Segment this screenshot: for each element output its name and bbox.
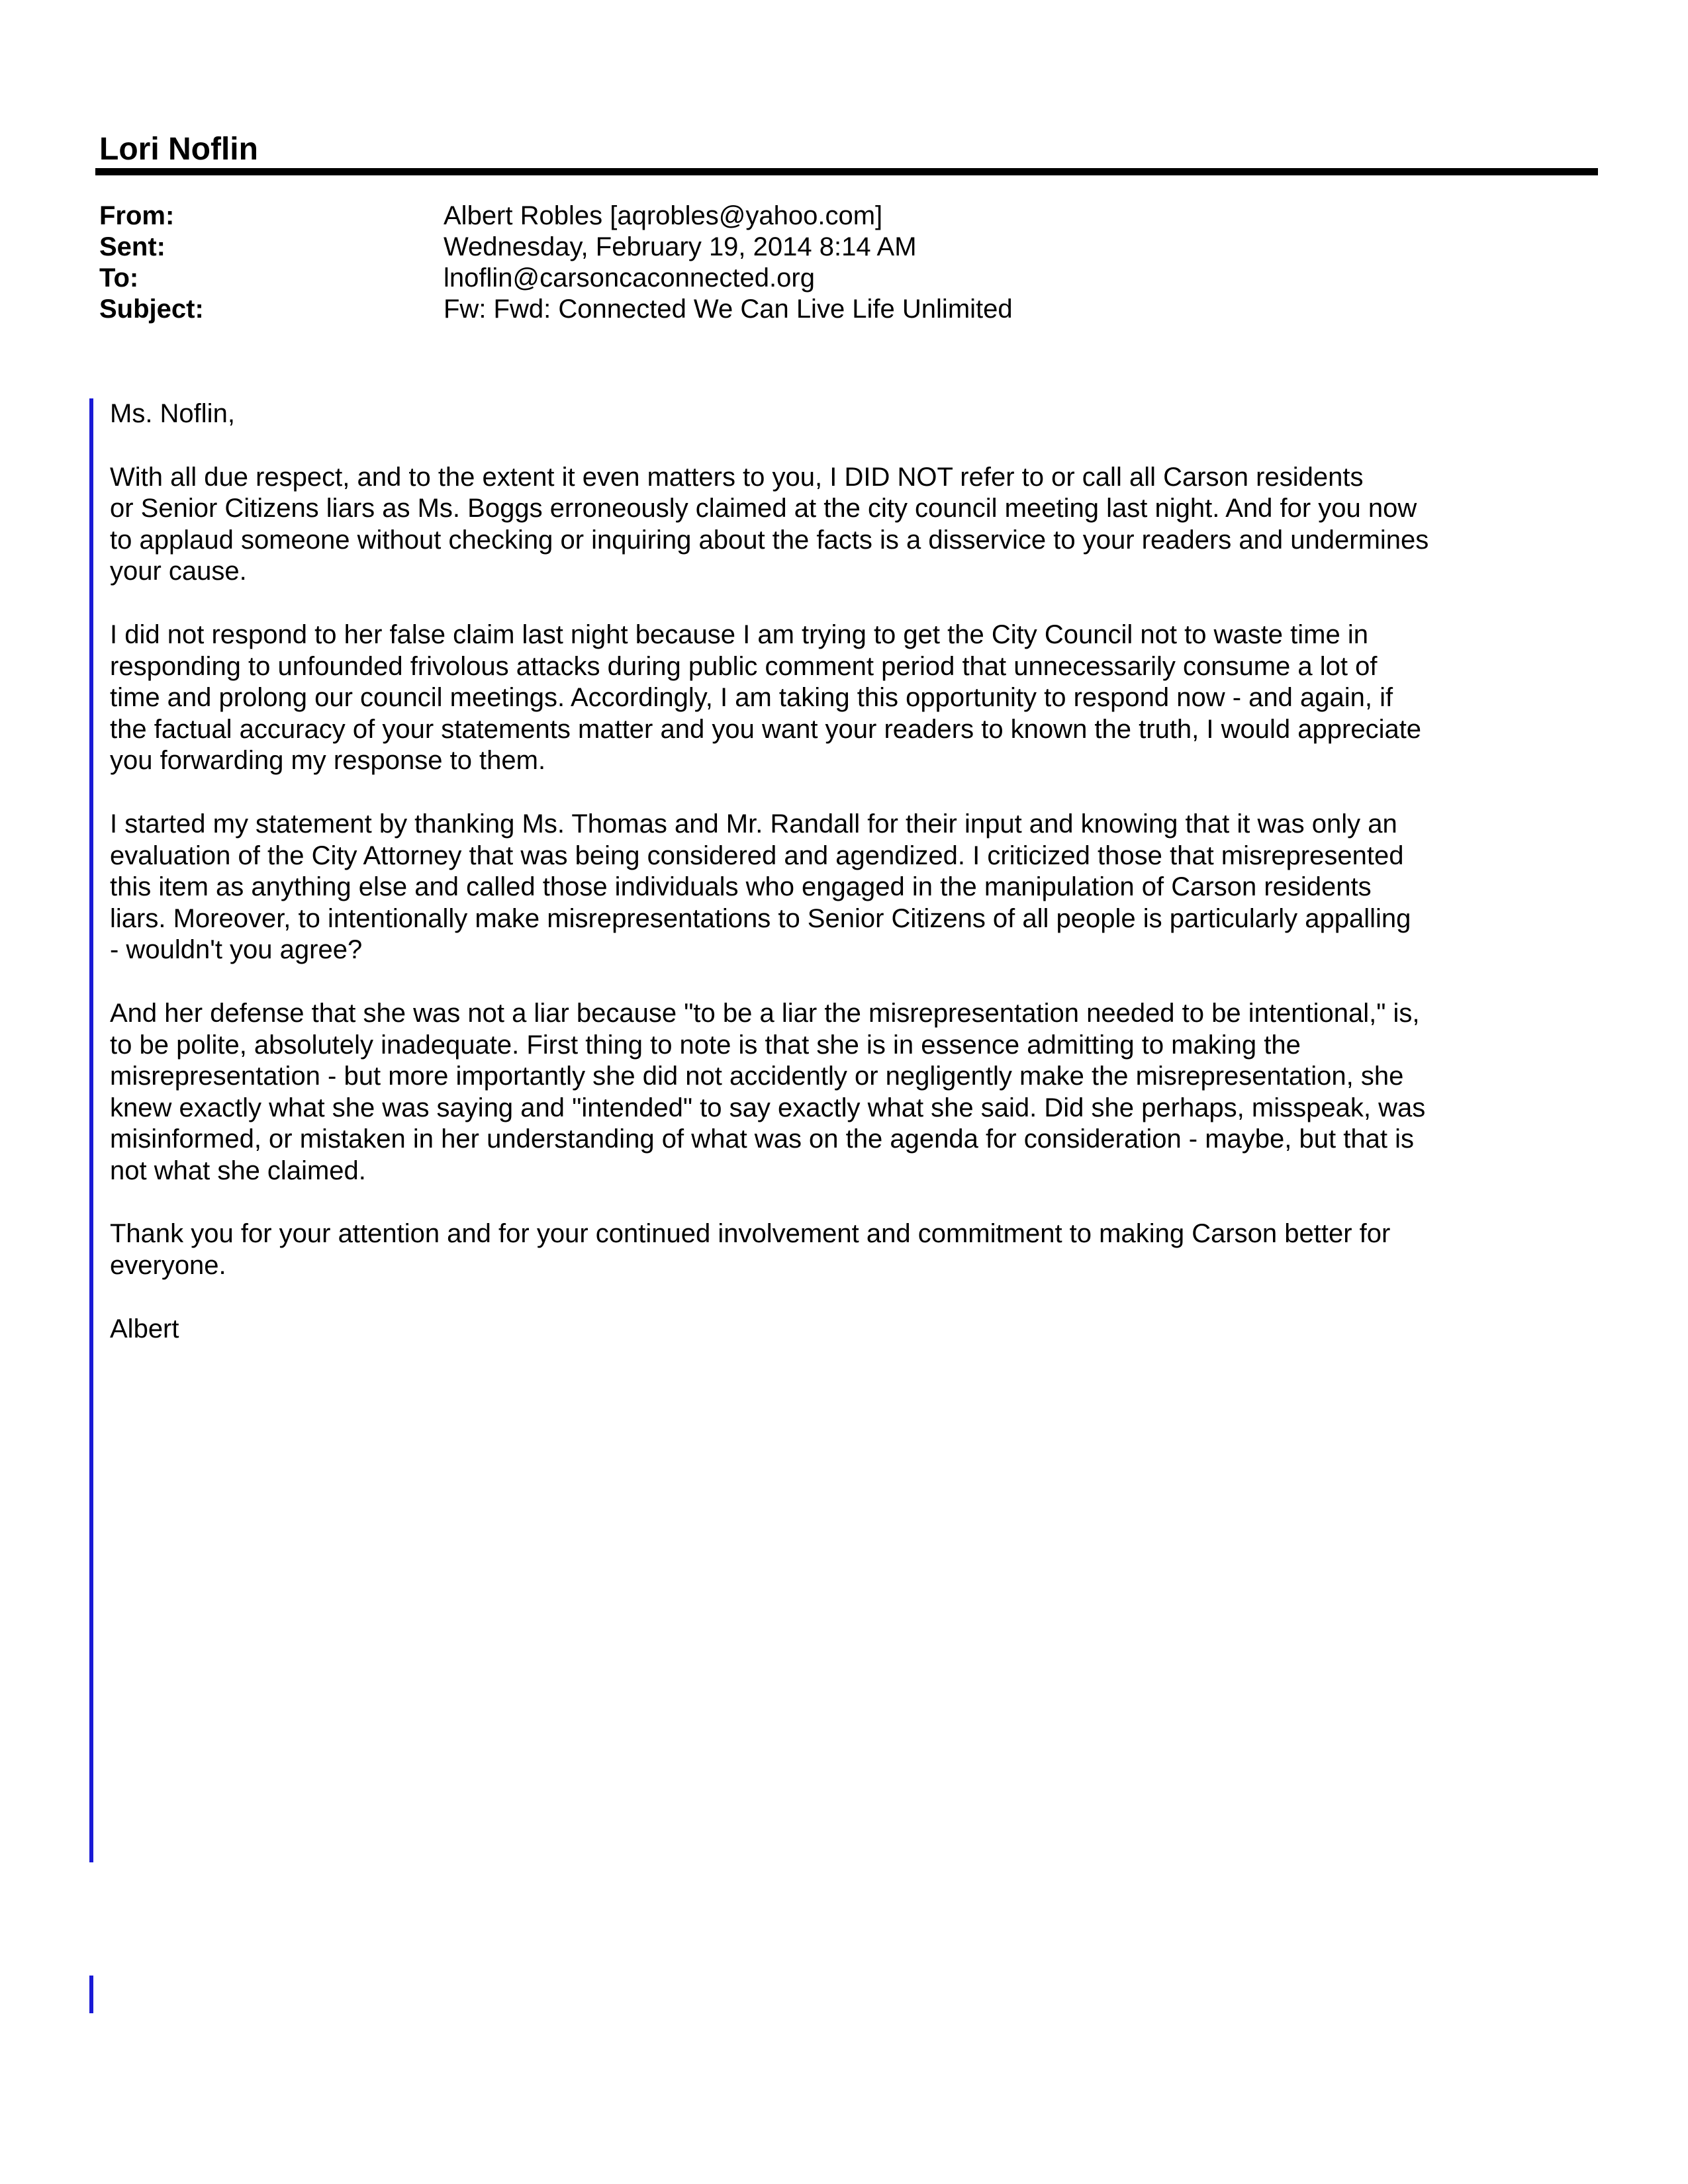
header-sent-row [99, 232, 1556, 263]
header-from-label: From: [99, 201, 175, 230]
header-to-value: lnoflin@carsoncaconnected.org [444, 263, 815, 293]
document-owner-name: Lori Noflin [99, 132, 258, 167]
title-rule [95, 168, 1598, 175]
email-body [110, 398, 1513, 1377]
body-paragraph-1: With all due respect, and to the extent it even matters to you, I DID NOT refer to or call all Carson residents or Senior Citizens liars as Ms. Boggs erroneously claimed at the city council meeting last night. And for you now to applaud someone without checking or inquiring about the facts is a disservice to your readers and undermines your cause. [110, 462, 1429, 586]
email-headers [99, 201, 1556, 325]
header-to-label: To: [99, 263, 139, 293]
header-from-row [99, 201, 1556, 232]
body-paragraph-5: Thank you for your attention and for your continued involvement and commitment to making Carson better for everyone. [110, 1219, 1391, 1281]
body-paragraph-3: I started my statement by thanking Ms. Thomas and Mr. Randall for their input and knowing that it was only an evaluation of the City Attorney that was being considered and agendized. I criticized those that misrepresented this item as anything else and called those individuals who engaged in the manipulation of Carson residents liars. Moreover, to intentionally make misrepresentations to Senior Citizens of all people is particularly appalling - wouldn't you agree? [110, 809, 1411, 965]
body-paragraph-4: And her defense that she was not a liar because "to be a liar the misrepresentation needed to be intentional," is, to be polite, absolutely inadequate. First thing to note is that she is in essence admitting to making the misrepresentation - but more importantly she did not accidently or negligently make the misrepresentation, she knew exactly what she was saying and "intended" to say exactly what she said. Did she perhaps, misspeak, was misinformed, or mistaken in her understanding of what was on the agenda for consideration - maybe, but that is not what she claimed. [110, 998, 1426, 1185]
body-signature: Albert [110, 1314, 179, 1343]
header-sent-label: Sent: [99, 232, 165, 261]
header-subject-row [99, 294, 1556, 325]
body-greeting: Ms. Noflin, [110, 399, 235, 428]
body-paragraph-2: I did not respond to her false claim last night because I am trying to get the City Council not to waste time in responding to unfounded frivolous attacks during public comment period that unnecessarily consume a lot of time and prolong our council meetings. Accordingly, I am taking this opportunity to respond now - and again, if the factual accuracy of your statements matter and you want your readers to known the truth, I would appreciate you forwarding my response to them. [110, 619, 1422, 776]
header-subject-label: Subject: [99, 295, 204, 324]
header-from-value: Albert Robles [aqrobles@yahoo.com] [444, 201, 883, 230]
quote-bar-fragment [89, 1976, 93, 2013]
header-sent-value: Wednesday, February 19, 2014 8:14 AM [444, 232, 917, 261]
header-subject-value: Fw: Fwd: Connected We Can Live Life Unlimited [444, 295, 1013, 324]
quote-bar [89, 398, 93, 1862]
header-to-row [99, 263, 1556, 294]
